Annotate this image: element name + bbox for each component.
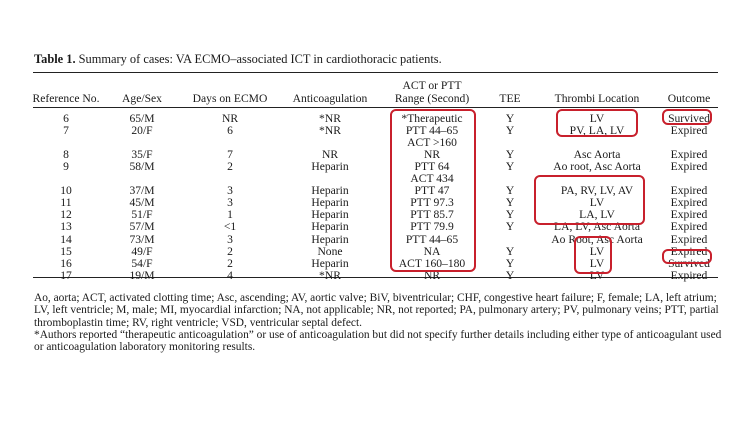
table-cell: NR <box>221 112 239 125</box>
table-cell: 2 <box>227 244 233 258</box>
table-cell: 14 <box>60 232 72 246</box>
table-cell: Survived <box>668 256 710 270</box>
table-header-rule <box>33 107 718 108</box>
table-cell: Y <box>505 112 515 125</box>
table-cell: 11 <box>60 196 72 210</box>
column-header: Reference No. <box>32 92 100 105</box>
table-cell: NR <box>423 148 441 162</box>
column-header: ACT or PTT <box>402 79 462 92</box>
column-header: TEE <box>499 92 521 105</box>
table-cell: 10 <box>60 184 72 198</box>
table-cell: LV <box>589 244 605 258</box>
table-cell: <1 <box>223 220 237 234</box>
table-cell: *NR <box>319 124 341 138</box>
table-cell: Heparin <box>311 256 349 270</box>
table-cell: Ao root, Asc Aorta <box>553 160 641 174</box>
table-cell: Expired <box>670 160 708 174</box>
table-cell: NA <box>423 244 441 258</box>
table-cell: Heparin <box>311 184 349 198</box>
table-cell: Heparin <box>311 160 349 174</box>
footnote-abbreviations: Ao, aorta; ACT, activated clotting time; Asc, ascending; AV, aortic valve; BiV, biventricular; CHF, congestive heart failure; F, female; LA, left atrium; LV, left ventricle; M, male; MI, myocardial infarction; NA, not applicable; NR, not reported; PA, pulmonary artery; PV, pulmonary veins; PTT, partial thromboplastin time; RV, right ventricle; VSD, ventricular septal defect. <box>34 292 719 329</box>
table-cell: 2 <box>227 256 233 270</box>
table-cell: 57/M <box>129 220 155 234</box>
table-cell: 49/F <box>131 244 153 258</box>
table-cell: Expired <box>670 148 708 162</box>
table-cell: LV <box>589 256 605 270</box>
table-cell: None <box>317 244 343 258</box>
table-cell: Heparin <box>311 220 349 234</box>
table-cell: 1 <box>227 208 233 222</box>
table-cell: PTT 97.3 <box>410 196 454 210</box>
table-cell: PV, LA, LV <box>569 124 625 138</box>
table-cell: 15 <box>60 244 72 258</box>
table-cell: LV <box>589 268 605 282</box>
footnote-asterisk: *Authors reported “therapeutic anticoagulation” or use of anticoagulation but did not specify further details including either type of anticoagulant used or anticoagulation laboratory monitoring results. <box>34 329 722 354</box>
table-cell: Y <box>505 148 515 162</box>
table-cell: Expired <box>670 244 708 258</box>
table-cell: *NR <box>319 268 341 282</box>
table-cell: PA, RV, LV, AV <box>560 184 634 198</box>
table-cell: 73/M <box>129 232 155 246</box>
table-cell: *Therapeutic <box>401 112 463 125</box>
table-cell: Heparin <box>311 208 349 222</box>
table-cell: Expired <box>670 268 708 282</box>
table-cell: 37/M <box>129 184 155 198</box>
table-cell: Y <box>505 184 515 198</box>
table-cell: NR <box>423 268 441 282</box>
table-cell: 58/M <box>129 160 155 174</box>
table-cell: 45/M <box>129 196 155 210</box>
table-cell: NR <box>321 148 339 162</box>
table-cell: 2 <box>227 160 233 174</box>
column-header: Age/Sex <box>122 92 162 105</box>
table-cell: Asc Aorta <box>573 148 621 162</box>
table-cell: 65/M <box>129 112 155 125</box>
table-cell: PTT 44–65 <box>405 124 459 138</box>
table-cell: 8 <box>63 148 69 162</box>
table-cell: 4 <box>227 268 233 282</box>
table-caption-text: Summary of cases: VA ECMO–associated ICT in cardiothoracic patients. <box>75 52 442 66</box>
table-cell: Ao Root, Asc Aorta <box>551 232 643 246</box>
table-caption <box>34 52 724 67</box>
table-cell: PTT 64 <box>414 160 450 174</box>
table-top-rule <box>33 72 718 73</box>
table-cell: 16 <box>60 256 72 270</box>
table-cell: Y <box>505 244 515 258</box>
table-cell: 3 <box>227 196 233 210</box>
column-header: Anticoagulation <box>292 92 368 105</box>
table-cell: Y <box>505 196 515 210</box>
table-cell: 35/F <box>131 148 153 162</box>
table-cell: 7 <box>227 148 233 162</box>
table-caption-label: Table 1. <box>34 52 76 66</box>
table-cell: Expired <box>670 184 708 198</box>
table-cell: Heparin <box>311 232 349 246</box>
table-cell: Y <box>505 220 515 234</box>
table-cell: LA, LV <box>579 208 615 222</box>
table-cell: 54/F <box>131 256 153 270</box>
table-cell: LA, LV, Asc Aorta <box>554 220 640 234</box>
table-cell: ACT 434 <box>410 172 454 186</box>
column-header: Range (Second) <box>394 92 470 105</box>
table-cell: 19/M <box>129 268 155 282</box>
table-cell: Y <box>505 160 515 174</box>
table-cell: 20/F <box>131 124 153 138</box>
table-cell: Expired <box>670 220 708 234</box>
table-cell: Y <box>505 256 515 270</box>
table-cell: 9 <box>63 160 69 174</box>
table-cell: ACT >160 <box>407 136 457 150</box>
table-cell: 3 <box>227 232 233 246</box>
column-header: Days on ECMO <box>192 92 268 105</box>
table-cell: LV <box>589 196 605 210</box>
table-cell: Y <box>505 268 515 282</box>
table-cell: 17 <box>60 268 72 282</box>
table-cell: 3 <box>227 184 233 198</box>
table-cell: ACT 160–180 <box>398 256 466 270</box>
table-cell: PTT 79.9 <box>410 220 454 234</box>
table-cell: 7 <box>63 124 69 138</box>
table-cell: Expired <box>670 124 708 138</box>
table-cell: Expired <box>670 196 708 210</box>
column-header: Thrombi Location <box>554 92 640 105</box>
table-cell: 51/F <box>131 208 153 222</box>
column-header: Outcome <box>667 92 711 105</box>
table-cell: Y <box>505 124 515 138</box>
table-cell: Expired <box>670 208 708 222</box>
table-cell: Expired <box>670 232 708 246</box>
table-cell: 6 <box>63 112 69 125</box>
table-cell: 6 <box>227 124 233 138</box>
table-cell: LV <box>589 112 605 125</box>
table-cell: PTT 44–65 <box>405 232 459 246</box>
table-cell: Y <box>505 208 515 222</box>
table-cell: *NR <box>319 112 341 125</box>
table-cell: 13 <box>60 220 72 234</box>
table-cell: 12 <box>60 208 72 222</box>
table-cell: PTT 85.7 <box>410 208 454 222</box>
table-cell: Survived <box>668 112 710 125</box>
table-cell: Heparin <box>311 196 349 210</box>
table-cell: PTT 47 <box>414 184 450 198</box>
